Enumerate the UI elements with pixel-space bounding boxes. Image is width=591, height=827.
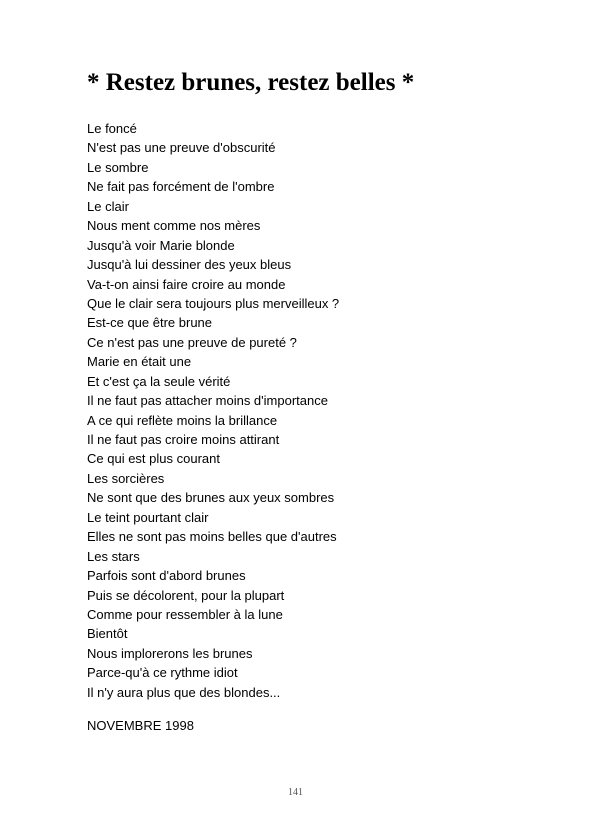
poem-line: N'est pas une preuve d'obscurité xyxy=(87,140,276,156)
poem-date: NOVEMBRE 1998 xyxy=(87,718,194,733)
poem-line: Il n'y aura plus que des blondes... xyxy=(87,684,281,700)
poem-line: Jusqu'à lui dessiner des yeux bleus xyxy=(87,257,292,273)
poem-line: Le clair xyxy=(87,198,129,214)
poem-line: A ce qui reflète moins la brillance xyxy=(87,412,278,428)
poem-line: Comme pour ressembler à la lune xyxy=(87,606,283,622)
poem-body xyxy=(87,119,339,702)
poem-line: Le sombre xyxy=(87,159,149,175)
poem-line: Les sorcières xyxy=(87,470,165,486)
poem-line: Ce qui est plus courant xyxy=(87,451,220,467)
poem-line: Il ne faut pas attacher moins d'importance xyxy=(87,393,328,409)
poem-line: Puis se décolorent, pour la plupart xyxy=(87,587,285,603)
poem-line: Va-t-on ainsi faire croire au monde xyxy=(87,276,286,292)
page-number: 141 xyxy=(288,787,303,798)
poem-line: Le teint pourtant clair xyxy=(87,509,209,525)
poem-line: Il ne faut pas croire moins attirant xyxy=(87,432,280,447)
poem-line: Elles ne sont pas moins belles que d'autres xyxy=(87,529,337,545)
poem-line: Ne fait pas forcément de l'ombre xyxy=(87,179,275,195)
poem-line: Nous implorerons les brunes xyxy=(87,645,253,661)
poem-line: Bientôt xyxy=(87,626,128,642)
poem-line: Jusqu'à voir Marie blonde xyxy=(87,237,235,253)
poem-line: Que le clair sera toujours plus merveilleux ? xyxy=(87,295,340,311)
poem-line: Marie en était une xyxy=(87,354,192,370)
poem-line: Nous ment comme nos mères xyxy=(87,218,261,234)
poem-line: Le foncé xyxy=(87,121,137,136)
poem-line: Ne sont que des brunes aux yeux sombres xyxy=(87,490,335,506)
poem-line: Les stars xyxy=(87,548,140,564)
poem-line: Est-ce que être brune xyxy=(87,315,213,331)
poem-line: Parfois sont d'abord brunes xyxy=(87,568,246,584)
poem-line: Et c'est ça la seule vérité xyxy=(87,373,231,389)
poem-line: Ce n'est pas une preuve de pureté ? xyxy=(87,334,297,350)
poem-line: Parce-qu'à ce rythme idiot xyxy=(87,665,238,681)
poem-title: * Restez brunes, restez belles * xyxy=(87,69,415,96)
